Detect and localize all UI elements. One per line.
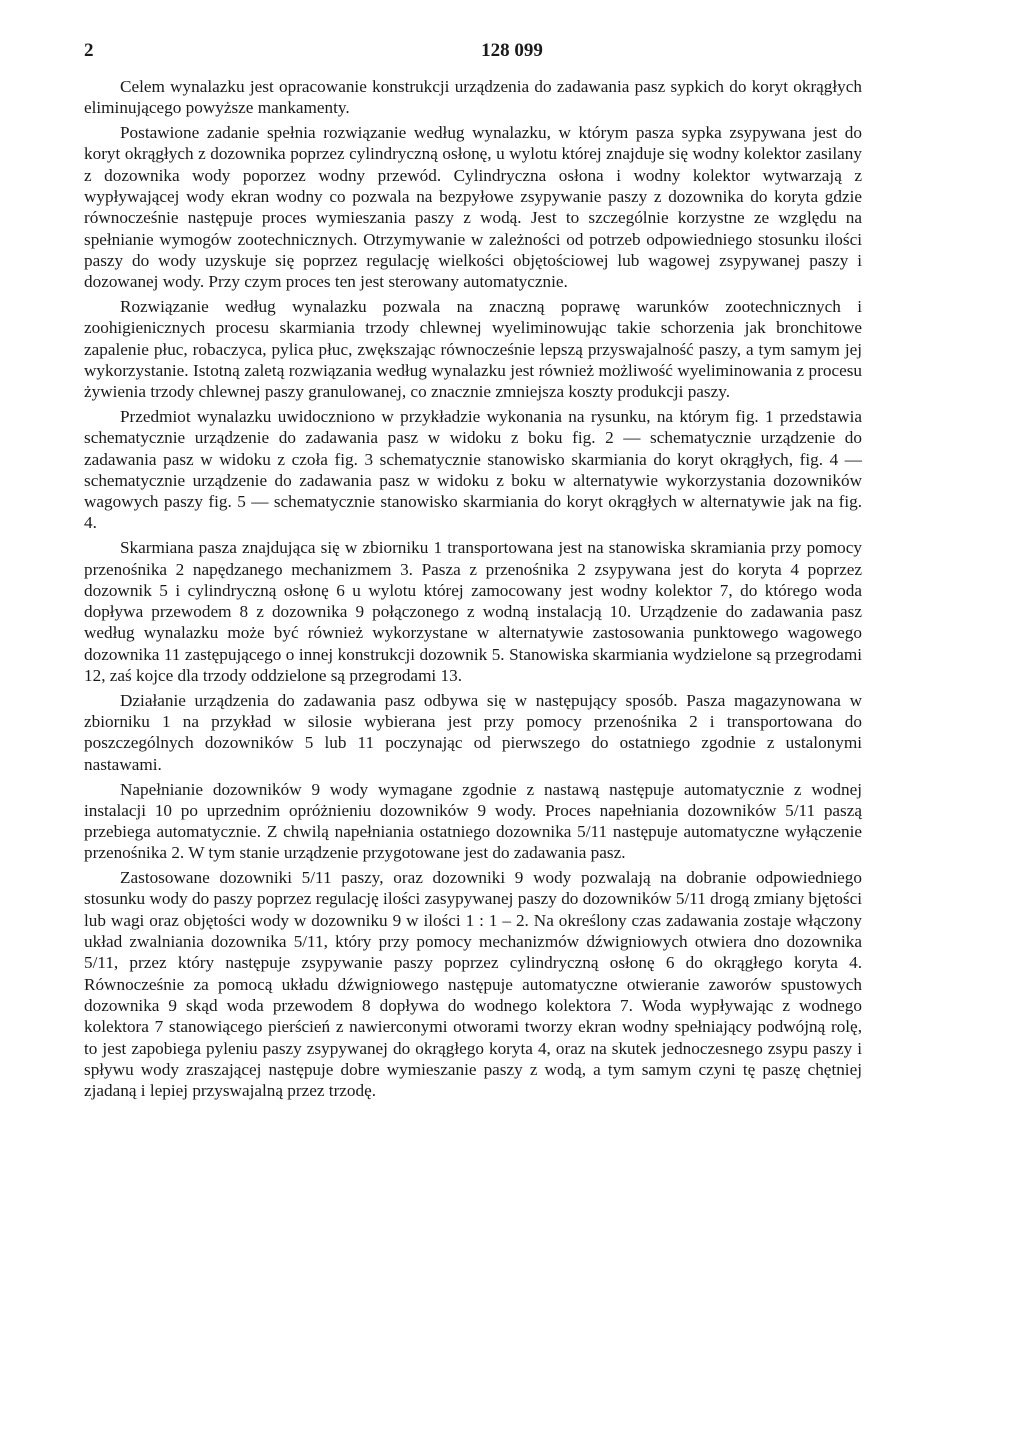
body-text <box>84 76 862 1105</box>
paragraph: Celem wynalazku jest opracowanie konstrukcji urządzenia do zadawania pasz sypkich do koryt okrągłych eliminującego powyższe mankamenty. <box>84 77 862 118</box>
paragraph: Napełnianie dozowników 9 wody wymagane zgodnie z nastawą następuje automatycznie z wodnej instalacji 10 po uprzednim opróżnieniu dozowników 9 wody. Proces napełniania dozowników 5/11 paszą przebiega automatycznie. Z chwilą napełniania ostatniego dozownika 5/11 następuje automatyczne wyłączenie przenośnika 2. W tym stanie urządzenie przygotowane jest do zadawania pasz. <box>84 779 862 863</box>
page-number: 2 <box>84 40 94 61</box>
paragraph: Skarmiana pasza znajdująca się w zbiorniku 1 transportowana jest na stanowiska skramiania przy pomocy przenośnika 2 napędzanego mechanizmem 3. Pasza z przenośnika 2 zsypywana jest do koryta 4 poprzez dozownik 5 i cylindryczną osłonę 6 u wylotu której zamocowany jest wodny kolektor 7, do którego woda dopływa przewodem 8 z dozownika 9 połączonego z wodną instalacją 10. Urządzenie do zadawania pasz według wynalazku może być również wykorzystane w alternatywie zastosowania punktowego wagowego dozownika 11 zastępującego o innej konstrukcji dozownik 5. Stanowiska skarmiania wydzielone są przegrodami 12, zaś kojce dla trzody oddzielone są przegrodami 13. <box>84 538 862 686</box>
paragraph: Przedmiot wynalazku uwidoczniono w przykładzie wykonania na rysunku, na którym fig. 1 przedstawia schematycznie urządzenie do zadawania pasz w widoku z boku fig. 2 — schematycznie urządzenie do zadawania pasz w widoku z czoła fig. 3 schematycznie stanowisko skarmiania do koryt okrągłych, fig. 4 — schematycznie urządzenie do zadawania pasz w widoku z boku w alternatywie wykorzystania dozowników wagowych paszy fig. 5 — schematycznie stanowisko skarmiania do koryt okrągłych w alternatywie jak na fig. 4. <box>84 406 862 533</box>
paragraph: Działanie urządzenia do zadawania pasz odbywa się w następujący sposób. Pasza magazynowana w zbiorniku 1 na przykład w silosie wybierana jest przy pomocy przenośnika 2 i transportowana do poszczególnych dozowników 5 lub 11 poczynając od pierwszego do ostatniego zgodnie z ustalonymi nastawami. <box>84 690 862 774</box>
patent-number: 128 099 <box>481 40 543 61</box>
paragraph: Rozwiązanie według wynalazku pozwala na znaczną poprawę warunków zootechnicznych i zoohigienicznych procesu skarmiania trzody chlewnej wyeliminowując takie schorzenia jak bronchitowe zapalenie płuc, robaczyca, pylica płuc, zwększając równocześnie lepszą przyswajalność paszy, a tym samym jej wykorzystanie. Istotną zaletą rozwiązania według wynalazku jest również możliwość wyeliminowania z procesu żywienia trzody chlewnej paszy granulowanej, co znacznie zmniejsza koszty produkcji paszy. <box>84 296 862 402</box>
paragraph: Postawione zadanie spełnia rozwiązanie według wynalazku, w którym pasza sypka zsypywana jest do koryt okrągłych z dozownika poprzez cylindryczną osłonę, u wylotu której znajduje się wodny kolektor zasilany z dozownika wody poporzez wodny przewód. Cylindryczna osłona i wodny kolektor wytwarzają z wypływającej wody ekran wodny co pozwala na bezpyłowe zsypywanie paszy z dozownika do koryta gdzie równocześnie następuje proces wymieszania paszy z wodą. Jest to szczególnie korzystne ze względu na spełnianie wymogów zootechnicznych. Otrzymywanie w zależności od potrzeb odpowiedniego stosunku ilości paszy do wody uzyskuje się poprzez regulację wielkości objętościowej lub wagowej zsypywanej paszy i dozowanej wody. Przy czym proces ten jest sterowany automatycznie. <box>84 123 862 292</box>
paragraph: Zastosowane dozowniki 5/11 paszy, oraz dozowniki 9 wody pozwalają na dobranie odpowiedniego stosunku wody do paszy poprzez regulację ilości zasypywanej paszy do dozowników 5/11 drogą zmiany bjętości lub wagi oraz objętości wody w dozowniku 9 w ilości 1 : 1 – 2. Na określony czas zadawania zostaje włączony układ zwalniania dozownika 5/11, który przy pomocy mechanizmów dźwigniowych otwiera dno dozownika 5/11, przez który następuje zsypywanie paszy poprzez cylindryczną osłonę 6 do okrągłego koryta 4. Równocześnie za pomocą układu dźwigniowego następuje automatyczne otwieranie zaworów spustowych dozownika 9 skąd woda przewodem 8 dopływa do wodnego kolektora 7. Woda wypływając z wodnego kolektora 7 stanowiącego pierścień z nawierconymi otworami tworzy ekran wodny spełniający podwójną rolę, to jest zapobiega pyleniu paszy zsypywanej do okrągłego koryta 4, oraz na skutek jednoczesnego zsypu paszy i spływu wody zraszającej następuje dobre wymieszanie paszy z wodą, a tym samym czyni tę paszę chętniej zjadaną i lepiej przyswajalną przez trzodę. <box>84 868 862 1101</box>
